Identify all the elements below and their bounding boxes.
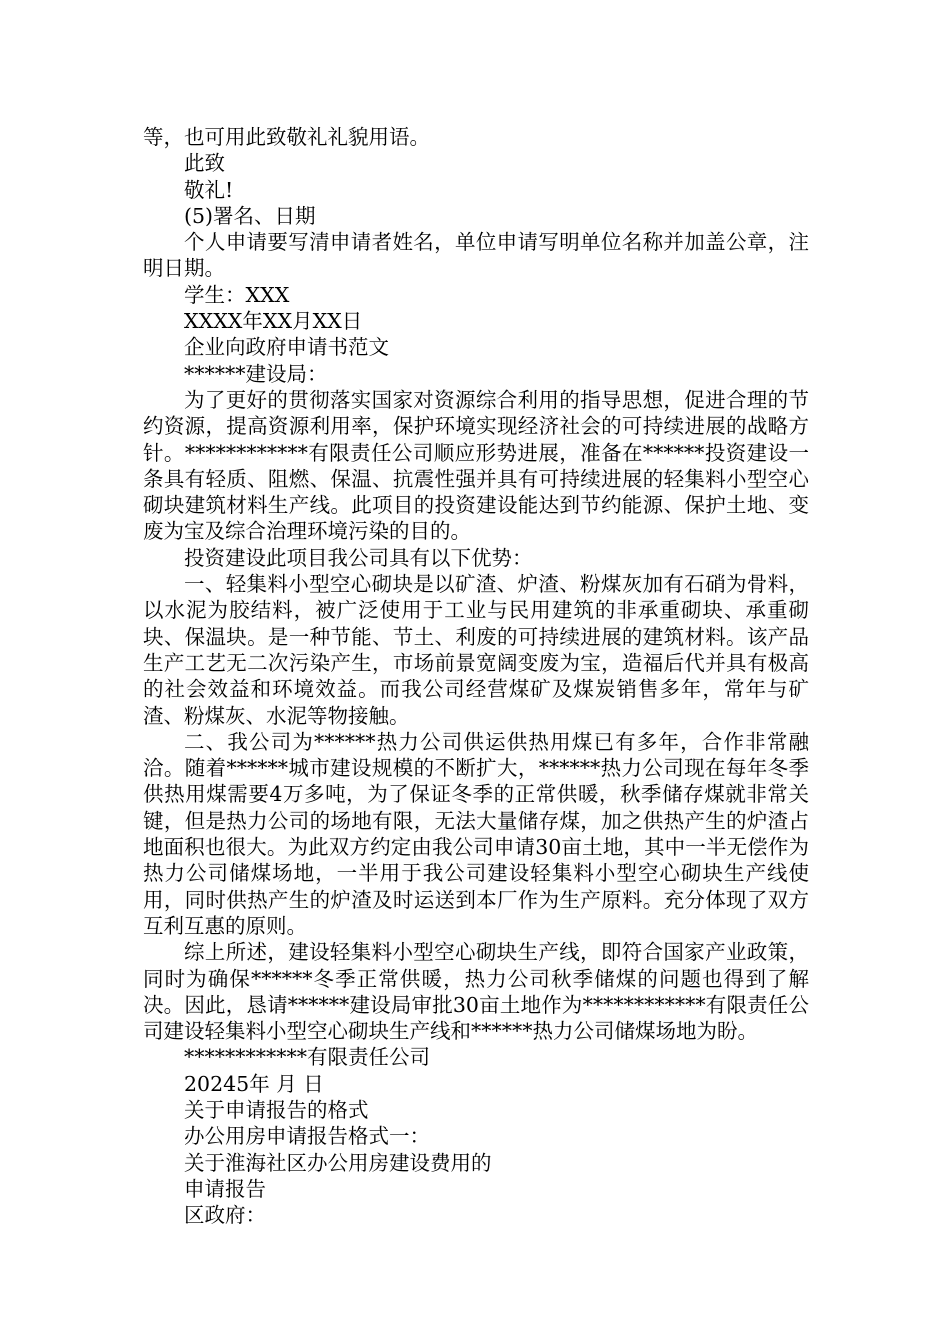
paragraph-report-title-line2: 申请报告: [184, 1176, 266, 1201]
paragraph-regards: 敬礼!: [184, 177, 234, 202]
paragraph-salutation: 此致: [184, 151, 225, 176]
paragraph-format-one: 办公用房申请报告格式一：: [184, 1124, 430, 1149]
paragraph-report-addressee: 区政府：: [184, 1203, 266, 1228]
paragraph-conclusion: 综上所述，建设轻集料小型空心砌块生产线，即符合国家产业政策，同时为确保******冬季正常供暖，热力公司秋季储煤的问题也得到了解决。因此，恳请******建设局审批30亩土地作为************有限责任公司建设轻集料小型空心砌块生产线和******热力公司储煤场地为盼。: [143, 940, 809, 1044]
paragraph-addressee: ******建设局：: [184, 361, 328, 386]
paragraph-sample-title: 企业向政府申请书范文: [184, 335, 389, 360]
paragraph-advantages-heading: 投资建设此项目我公司具有以下优势：: [184, 545, 533, 570]
paragraph-advantage-two: 二、我公司为******热力公司供运供热用煤已有多年，合作非常融洽。随着******城市建设规模的不断扩大，******热力公司现在每年冬季供热用煤需要4万多吨，为了保证冬季的正常供暖，秋季储存煤就非常关键，但是热力公司的场地有限，无法大量储存煤，加之供热产生的炉渣占地面积也很大。为此双方约定由我公司申请30亩土地，其中一半无偿作为热力公司储煤场地，一半用于我公司建设轻集料小型空心砌块生产线使用，同时供热产生的炉渣及时运送到本厂作为生产原料。充分体现了双方互利互惠的原则。: [143, 729, 809, 938]
document-body: [143, 124, 809, 1228]
paragraph-student-signature: 学生：XXX: [184, 282, 290, 307]
paragraph-report-title-line1: 关于淮海社区办公用房建设费用的: [184, 1150, 492, 1175]
paragraph-closing-note: 等，也可用此致敬礼礼貌用语。: [143, 125, 430, 149]
paragraph-signature-instructions: 个人申请要写清申请者姓名，单位申请写明单位名称并加盖公章，注明日期。: [143, 230, 809, 281]
paragraph-advantage-one: 一、轻集料小型空心砌块是以矿渣、炉渣、粉煤灰加有石硝为骨料， 以水泥为胶结料，被广泛使用于工业与民用建筑的非承重砌块、承重砌块、保温块。是一种节能、节土、利废的可持续进展的建筑材料。该产品生产工艺无二次污染产生，市场前景宽阔变废为宝，造福后代并具有极高的社会效益和环境效益。而我公司经营煤矿及煤炭销售多年，常年与矿渣、粉煤灰、水泥等物接触。: [143, 572, 809, 728]
paragraph-intro: 为了更好的贯彻落实国家对资源综合利用的指导思想，促进合理的节约资源，提高资源利用率，保护环境实现经济社会的可持续进展的战略方针。************有限责任公司顺应形势进展，准备在******投资建设一条具有轻质、阻燃、保温、抗震性强并具有可持续进展的轻集料小型空心砌块建筑材料生产线。此项目的投资建设能达到节约能源、保护土地、变废为宝及综合治理环境污染的目的。: [143, 387, 809, 544]
paragraph-section-heading: (5)署名、日期: [184, 203, 316, 228]
paragraph-company-date: 20245年 月 日: [184, 1071, 324, 1096]
paragraph-company-signature: ************有限责任公司: [184, 1045, 430, 1070]
paragraph-date-placeholder: XXXX年XX月XX日: [184, 309, 363, 334]
paragraph-format-heading: 关于申请报告的格式: [184, 1097, 369, 1122]
